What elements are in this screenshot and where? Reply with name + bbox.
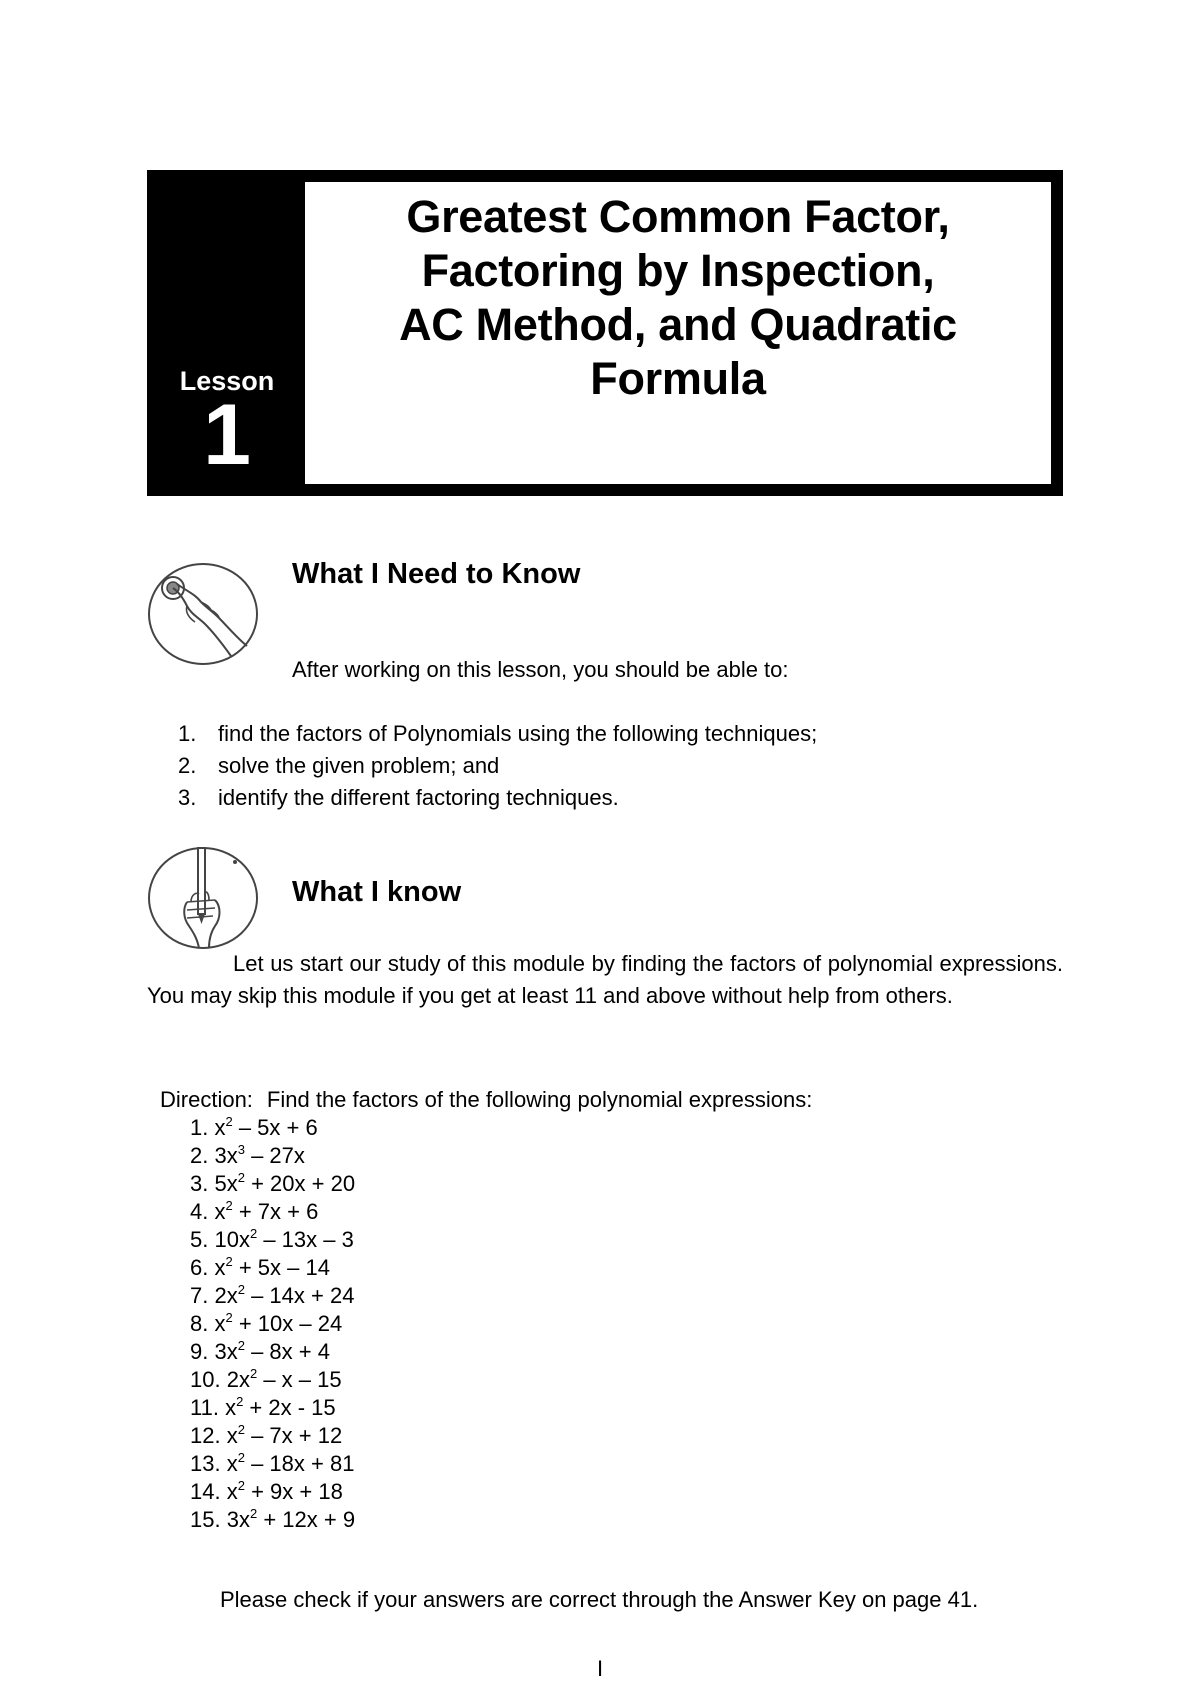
list-item-number: 1. — [178, 721, 197, 746]
problem-exponent: 2 — [249, 1506, 258, 1521]
problem-exponent: 2 — [225, 1198, 233, 1213]
list-item — [178, 718, 817, 750]
problem-rest: – 7x + 12 — [244, 1423, 343, 1448]
problem-number: 12. — [190, 1423, 221, 1448]
lesson-header — [147, 170, 1063, 496]
problem-rest: – 5x + 6 — [232, 1115, 318, 1140]
list-item — [190, 1450, 355, 1478]
problem-rest: + 2x - 15 — [243, 1395, 336, 1420]
problem-rest: + 10x – 24 — [232, 1311, 343, 1336]
page-number: I — [596, 1656, 604, 1681]
problem-exponent: 2 — [237, 1450, 245, 1465]
list-item — [190, 1310, 355, 1338]
problem-exponent: 2 — [237, 1338, 245, 1353]
objectives-list — [178, 718, 817, 814]
problem-number: 2. — [190, 1143, 209, 1168]
problem-term: x — [226, 1423, 238, 1448]
list-item-number: 2. — [178, 753, 197, 778]
problem-rest: + 12x + 9 — [257, 1507, 356, 1532]
problem-rest: – 14x + 24 — [244, 1283, 355, 1308]
problem-rest: + 20x + 20 — [244, 1171, 356, 1196]
lesson-label: Lesson — [179, 366, 275, 396]
problem-exponent: 2 — [237, 1478, 245, 1493]
list-item — [190, 1198, 355, 1226]
objectives-intro: After working on this lesson, you should be able to: — [292, 657, 789, 682]
problem-term: x — [226, 1451, 238, 1476]
hand-holding-pencil-icon — [147, 846, 259, 950]
problem-exponent: 2 — [237, 1422, 245, 1437]
answer-key-note: Please check if your answers are correct through the Answer Key on page 41. — [220, 1587, 979, 1612]
problem-exponent: 2 — [225, 1310, 233, 1325]
problem-number: 6. — [190, 1255, 209, 1280]
problem-exponent: 2 — [237, 1170, 245, 1185]
problem-number: 3. — [190, 1171, 209, 1196]
lesson-title-panel — [305, 182, 1051, 484]
problem-exponent: 2 — [249, 1366, 258, 1381]
problem-term: x — [214, 1255, 226, 1280]
problem-rest: + 7x + 6 — [232, 1199, 319, 1224]
pointing-hand-icon — [147, 562, 259, 666]
list-item — [190, 1226, 355, 1254]
problem-term: x — [214, 1199, 226, 1224]
problem-exponent: 2 — [249, 1226, 258, 1241]
direction-text: Find the factors of the following polynomial expressions: — [266, 1087, 813, 1112]
problem-rest: – 27x — [244, 1143, 305, 1168]
problem-number: 4. — [190, 1199, 209, 1224]
problem-exponent: 2 — [225, 1114, 233, 1129]
list-item — [190, 1394, 355, 1422]
problem-number: 14. — [190, 1479, 221, 1504]
lesson-number: 1 — [203, 387, 251, 483]
lesson-title-line: Formula — [590, 353, 766, 404]
problem-number: 11. — [190, 1395, 219, 1420]
problem-number: 1. — [190, 1115, 209, 1140]
problem-term: x — [225, 1395, 237, 1420]
problem-term: 3x — [226, 1507, 250, 1532]
list-item — [190, 1254, 355, 1282]
problem-term: 2x — [214, 1283, 238, 1308]
list-item — [178, 750, 817, 782]
problem-rest: + 5x – 14 — [232, 1255, 330, 1280]
list-item — [190, 1366, 355, 1394]
list-item — [190, 1170, 355, 1198]
problem-number: 13. — [190, 1451, 221, 1476]
list-item-text: find the factors of Polynomials using the following techniques; — [218, 721, 818, 746]
list-item-text: solve the given problem; and — [218, 753, 500, 778]
problem-term: 3x — [214, 1339, 238, 1364]
lesson-title-line: AC Method, and Quadratic — [399, 299, 957, 350]
problem-list — [190, 1114, 355, 1534]
list-item-number: 3. — [178, 785, 197, 810]
list-item — [190, 1114, 355, 1142]
section-heading-what-i-know: What I know — [292, 876, 462, 908]
problem-rest: – x – 15 — [257, 1367, 342, 1392]
problem-exponent: 2 — [236, 1394, 244, 1409]
list-item — [190, 1282, 355, 1310]
list-item — [190, 1478, 355, 1506]
problem-term: 3x — [214, 1143, 238, 1168]
problem-term: 10x — [214, 1227, 250, 1252]
list-item — [190, 1142, 355, 1170]
list-item — [190, 1422, 355, 1450]
problem-term: 5x — [214, 1171, 238, 1196]
problem-rest: + 9x + 18 — [244, 1479, 343, 1504]
list-item — [190, 1506, 355, 1534]
direction-label: Direction: — [160, 1087, 253, 1112]
list-item — [178, 782, 817, 814]
problem-exponent: 2 — [237, 1282, 245, 1297]
lesson-title-line: Greatest Common Factor, — [406, 191, 950, 242]
problem-number: 9. — [190, 1339, 209, 1364]
direction — [160, 1086, 812, 1114]
problem-number: 8. — [190, 1311, 209, 1336]
problem-rest: – 18x + 81 — [244, 1451, 355, 1476]
problem-rest: – 13x – 3 — [257, 1227, 354, 1252]
problem-term: x — [214, 1311, 226, 1336]
lesson-title — [305, 182, 1051, 406]
problem-number: 15. — [190, 1507, 221, 1532]
problem-number: 5. — [190, 1227, 209, 1252]
lesson-title-line: Factoring by Inspection, — [421, 245, 935, 296]
problem-number: 10. — [190, 1367, 221, 1392]
problem-number: 7. — [190, 1283, 209, 1308]
intro-paragraph: Let us start our study of this module by finding the factors of polynomial expressions. You may skip this module if you get at least 11 and above without help from others. — [147, 951, 1063, 1008]
problem-rest: – 8x + 4 — [244, 1339, 330, 1364]
problem-exponent: 3 — [237, 1142, 245, 1157]
section-heading-what-i-need-to-know: What I Need to Know — [292, 558, 581, 590]
problem-term: x — [226, 1479, 238, 1504]
problem-term: x — [214, 1115, 226, 1140]
list-item — [190, 1338, 355, 1366]
list-item-text: identify the different factoring techniques. — [218, 785, 619, 810]
problem-term: 2x — [226, 1367, 250, 1392]
problem-exponent: 2 — [225, 1254, 233, 1269]
